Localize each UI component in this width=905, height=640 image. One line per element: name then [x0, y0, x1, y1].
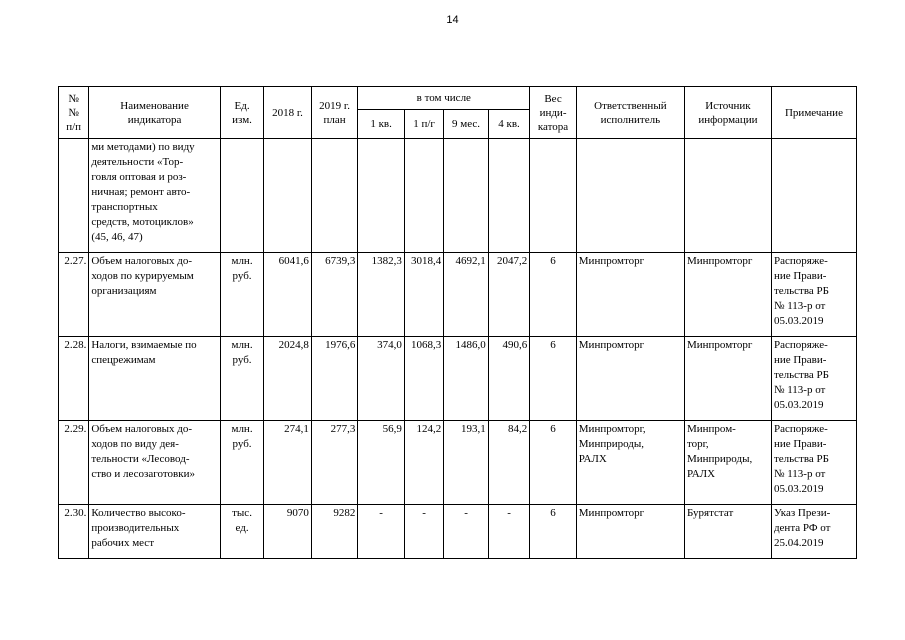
header-unit: Ед. изм. — [220, 87, 263, 139]
cell-source: Минпромторг — [684, 253, 771, 337]
cell-unit: млн. руб. — [220, 337, 263, 421]
cell-2019-plan: 9282 — [311, 505, 358, 559]
cell-source: Минпром- торг, Минприроды, РАЛХ — [684, 421, 771, 505]
cell-weight: 6 — [530, 253, 577, 337]
cell-note: Распоряже- ние Прави- тельства РБ № 113-р от 05.03.2019 — [771, 337, 856, 421]
cell-empty — [59, 139, 89, 253]
cell-weight: 6 — [530, 505, 577, 559]
header-responsible: Ответственный исполнитель — [576, 87, 684, 139]
cell-responsible: Минпромторг — [576, 337, 684, 421]
cell-q4: 490,6 — [488, 337, 529, 421]
cell-q1: 1382,3 — [358, 253, 405, 337]
cell-weight: 6 — [530, 337, 577, 421]
cell-num: 2.27. — [59, 253, 89, 337]
cell-responsible: Минпромторг, Минприроды, РАЛХ — [576, 421, 684, 505]
header-source: Источник информации — [684, 87, 771, 139]
cell-h1: 1068,3 — [404, 337, 443, 421]
header-num: № № п/п — [59, 87, 89, 139]
cell-empty — [220, 139, 263, 253]
cell-unit: млн. руб. — [220, 253, 263, 337]
header-9m: 9 мес. — [444, 110, 489, 139]
table-row — [59, 505, 857, 559]
cell-indicator-name: Объем налоговых до- ходов по виду дея- тельности «Лесовод- ство и лесозаготовки» — [89, 421, 220, 505]
cell-responsible: Минпромторг — [576, 253, 684, 337]
cell-empty — [404, 139, 443, 253]
cell-indicator-name: Количество высоко- производительных рабочих мест — [89, 505, 220, 559]
cell-h1: 3018,4 — [404, 253, 443, 337]
cell-num: 2.30. — [59, 505, 89, 559]
table-row — [59, 421, 857, 505]
cell-h1: - — [404, 505, 443, 559]
cell-2019-plan: 277,3 — [311, 421, 358, 505]
header-name: Наименование индикатора — [89, 87, 220, 139]
cell-q4: 84,2 — [488, 421, 529, 505]
cell-9m: - — [444, 505, 489, 559]
table-row-continuation — [59, 139, 857, 253]
cell-q1: 56,9 — [358, 421, 405, 505]
cell-9m: 193,1 — [444, 421, 489, 505]
cell-empty — [684, 139, 771, 253]
cell-empty — [311, 139, 358, 253]
header-2018: 2018 г. — [264, 87, 312, 139]
cell-h1: 124,2 — [404, 421, 443, 505]
cell-2018: 274,1 — [264, 421, 312, 505]
cell-indicator-name: Налоги, взимаемые по спецрежимам — [89, 337, 220, 421]
cell-indicator-name: Объем налоговых до- ходов по курируемым организациям — [89, 253, 220, 337]
cell-2018: 2024,8 — [264, 337, 312, 421]
cell-unit: тыс. ед. — [220, 505, 263, 559]
cell-2018: 9070 — [264, 505, 312, 559]
page-number: 14 — [446, 14, 459, 26]
header-including: в том числе — [358, 87, 530, 110]
header-2019-plan: 2019 г. план — [311, 87, 358, 139]
indicators-table — [58, 86, 857, 559]
cell-9m: 1486,0 — [444, 337, 489, 421]
cell-source: Минпромторг — [684, 337, 771, 421]
cell-unit: млн. руб. — [220, 421, 263, 505]
cell-empty — [771, 139, 856, 253]
cell-empty — [530, 139, 577, 253]
table-row — [59, 253, 857, 337]
cell-q4: 2047,2 — [488, 253, 529, 337]
cell-2019-plan: 1976,6 — [311, 337, 358, 421]
cell-note: Распоряже- ние Прави- тельства РБ № 113-р от 05.03.2019 — [771, 253, 856, 337]
cell-source: Бурятстат — [684, 505, 771, 559]
cell-note: Указ Прези- дента РФ от 25.04.2019 — [771, 505, 856, 559]
cell-empty — [444, 139, 489, 253]
header-row — [59, 87, 857, 110]
header-q1: 1 кв. — [358, 110, 405, 139]
cell-2018: 6041,6 — [264, 253, 312, 337]
cell-empty — [576, 139, 684, 253]
cell-indicator-name: ми методами) по виду деятельности «Тор- говля оптовая и роз- ничная; ремонт авто- транспортных средств, мотоциклов» (45, 46, 47) — [89, 139, 220, 253]
cell-empty — [488, 139, 529, 253]
header-q4: 4 кв. — [488, 110, 529, 139]
header-weight: Вес инди- катора — [530, 87, 577, 139]
cell-q4: - — [488, 505, 529, 559]
table-row — [59, 337, 857, 421]
cell-weight: 6 — [530, 421, 577, 505]
cell-num: 2.28. — [59, 337, 89, 421]
cell-q1: - — [358, 505, 405, 559]
cell-responsible: Минпромторг — [576, 505, 684, 559]
cell-empty — [358, 139, 405, 253]
cell-q1: 374,0 — [358, 337, 405, 421]
cell-num: 2.29. — [59, 421, 89, 505]
header-note: Примечание — [771, 87, 856, 139]
header-h1: 1 п/г — [404, 110, 443, 139]
cell-note: Распоряже- ние Прави- тельства РБ № 113-р от 05.03.2019 — [771, 421, 856, 505]
cell-9m: 4692,1 — [444, 253, 489, 337]
cell-2019-plan: 6739,3 — [311, 253, 358, 337]
cell-empty — [264, 139, 312, 253]
